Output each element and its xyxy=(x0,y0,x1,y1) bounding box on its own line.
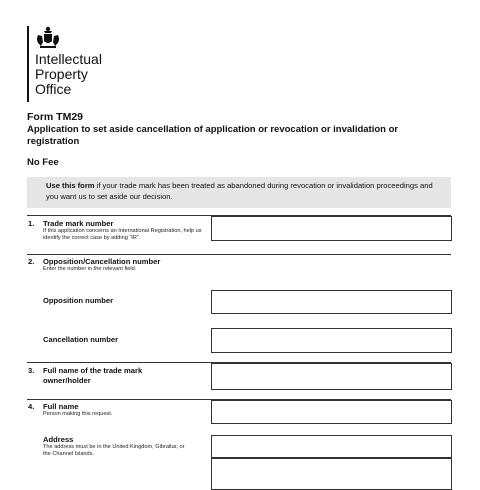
notice-lead: Use this form xyxy=(46,181,95,190)
form-title: Form TM29 xyxy=(27,111,84,123)
q3-label-line-1: Full name of the trade mark xyxy=(43,366,143,375)
cancellation-number-label: Cancellation number xyxy=(43,335,119,344)
full-name-input[interactable] xyxy=(211,400,452,424)
notice-text xyxy=(46,181,446,202)
divider-q2 xyxy=(27,254,451,255)
address-label: Address xyxy=(43,435,74,444)
opposition-number-input[interactable] xyxy=(211,290,452,314)
notice-body: if your trade mark has been treated as abandoned during revocation or invalidation proceedings and you want us to set aside our decision. xyxy=(46,181,433,201)
address-line-1-input[interactable] xyxy=(211,435,452,458)
trade-mark-number-input[interactable] xyxy=(211,216,452,241)
q1-help: If this application concerns an International Registration, help us identify the correct case by adding “IR”. xyxy=(43,228,202,242)
cancellation-number-input[interactable] xyxy=(211,328,452,353)
fee-text: No Fee xyxy=(27,157,59,168)
address-line-2-input[interactable] xyxy=(211,458,452,490)
q2-number: 2. xyxy=(28,257,35,266)
q1-label: Trade mark number xyxy=(43,219,114,228)
org-line-2: Property xyxy=(35,66,88,82)
q4-label: Full name xyxy=(43,402,79,411)
q2-label: Opposition/Cancellation number xyxy=(43,257,161,266)
q4-number: 4. xyxy=(28,402,35,411)
q3-number: 3. xyxy=(28,366,35,375)
logo-rule xyxy=(27,26,29,102)
royal-coat-of-arms-icon xyxy=(35,26,61,50)
q1-number: 1. xyxy=(28,219,35,228)
opposition-number-label: Opposition number xyxy=(43,296,114,305)
form-subtitle: Application to set aside cancellation of application or revocation or invalidation or registration xyxy=(27,124,399,147)
q3-label-line-2: owner/holder xyxy=(43,376,91,385)
organisation-name xyxy=(35,52,102,97)
org-line-3: Office xyxy=(35,81,72,97)
owner-holder-name-input[interactable] xyxy=(211,363,452,390)
q4-help: Person making this request. xyxy=(43,411,113,417)
org-line-1: Intellectual xyxy=(35,51,102,67)
q2-help: Enter the number in the relevant field. xyxy=(43,266,137,272)
address-help: The address must be in the United Kingdom, Gibraltar, or the Channel Islands. xyxy=(43,444,185,458)
